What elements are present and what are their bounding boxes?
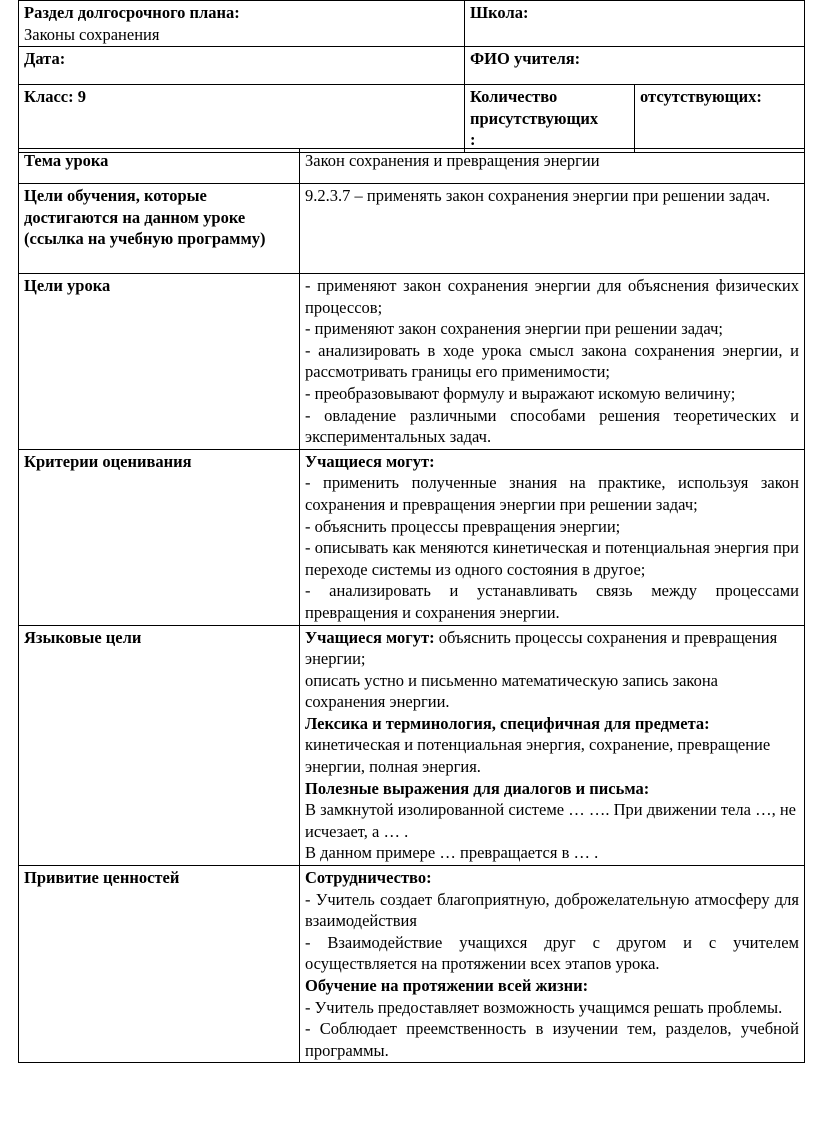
goals-cell [300,274,805,450]
teacher-cell [465,47,805,85]
criteria-cell [300,449,805,625]
class-label: Класс: 9 [24,87,86,107]
criteria-heading: Учащиеся могут: [305,451,435,471]
vocab-heading: Лексика и терминология, специфичная для предмета: [305,713,710,733]
coop-item: - Взаимодействие учащихся друг с другом и с учителем осуществляется на протяжении всех этапов урока. [305,932,799,974]
section-label: Раздел долгосрочного плана: [24,3,240,22]
absent-cell [635,85,805,153]
objectives-value: 9.2.3.7 – применять закон сохранения энергии при решении задач. [300,184,805,274]
criteria-item: - объяснить процессы превращения энергии; [305,516,621,536]
language-cell [300,625,805,866]
topic-value: Закон сохранения и превращения энергии [300,149,805,184]
date-label: Дата: [24,49,66,69]
life-item: - Учитель предоставляет возможность учащимся решать проблемы. [305,997,783,1017]
phrases-heading: Полезные выражения для диалогов и письма: [305,778,650,798]
life-item: - Соблюдает преемственность в изучении тем, разделов, учебной программы. [305,1019,799,1060]
coop-heading: Сотрудничество: [305,868,432,888]
header-table [18,0,805,153]
teacher-label: ФИО учителя: [470,49,581,69]
lesson-plan-table [18,148,805,1063]
criteria-item: - описывать как меняются кинетическая и потенциальная энергия при переходе системы из одного состояния в другое; [305,538,799,579]
criteria-item: - применить полученные знания на практике, используя закон сохранения и превращения энергии при решении задач; [305,473,799,514]
goal-item: - овладение различными способами решения теоретических и экспериментальных задач. [305,405,799,447]
language-heading-rest: объяснить процессы сохранения и превращения энергии; [305,627,778,669]
section-value: Законы сохранения [24,24,160,44]
language-heading: Учащиеся могут: [305,627,435,647]
school-label: Школа: [470,3,529,22]
language-intro [305,627,799,670]
school-cell [465,1,805,47]
date-cell [19,47,465,85]
values-label: Привитие ценностей [19,866,300,1063]
goal-item: - применяют закон сохранения энергии при решении задач; [305,319,723,339]
present-label-1: Количество [470,87,558,107]
present-label-3: : [470,130,476,150]
class-cell [19,85,465,153]
goal-item: - преобразовывают формулу и выражают искомую величину; [305,383,736,403]
goal-item: - анализировать в ходе урока смысл закона сохранения энергии, и рассмотривать границы его применимости; [305,340,799,382]
goals-label: Цели урока [19,274,300,450]
phrases-line1: В замкнутой изолированной системе … …. При движении тела …, не исчезает, а … . [305,800,796,841]
phrases-line2: В данном примере … превращается в … . [305,843,599,863]
vocab-text: кинетическая и потенциальная энергия, сохранение, превращение энергии, полная энергия. [305,735,771,777]
criteria-item: - анализировать и устанавливать связь между процессами превращения и сохранения энергии. [305,581,799,622]
topic-label: Тема урока [19,149,300,184]
language-label: Языковые цели [19,625,300,866]
objectives-label: Цели обучения, которые достигаются на данном уроке (ссылка на учебную программу) [19,184,300,274]
goal-item: - применяют закон сохранения энергии для объяснения физических процессов; [305,276,799,317]
criteria-label: Критерии оценивания [19,449,300,625]
present-label-2: присутствующих [470,108,599,128]
absent-label: отсутствующих: [640,87,762,107]
section-cell [19,1,465,47]
language-line2: описать устно и письменно математическую запись закона сохранения энергии. [305,670,718,712]
values-cell [300,866,805,1063]
present-cell [465,85,635,153]
life-heading: Обучение на протяжении всей жизни: [305,976,589,995]
coop-item: - Учитель создает благоприятную, доброжелательную атмосферу для взаимодействия [305,889,799,931]
